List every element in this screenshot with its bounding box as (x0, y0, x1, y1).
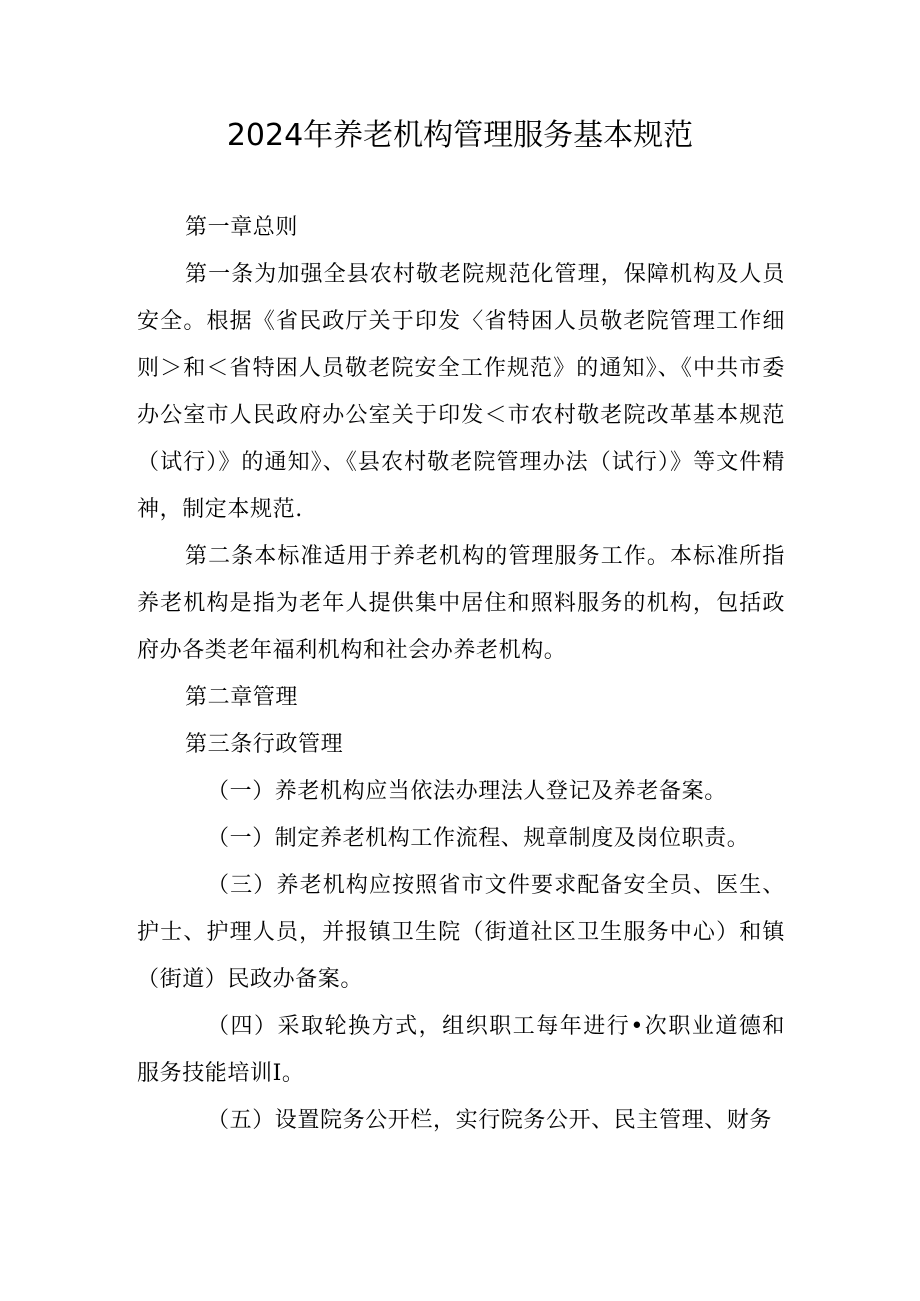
article-1: 第一条为加强全县农村敬老院规范化管理，保障机构及人员安全。根据《省民政厅关于印发〈省特困人员敬老院管理工作细则＞和＜省特困人员敬老院安全工作规范》的通知》、《中共市委办公室市人民政府办公室关于印发＜市农村敬老院改革基本规范（试行）》的通知》、《县农村敬老院管理办法（试行）》等文件精神，制定本规范. (137, 262, 785, 522)
clause-item: （一）制定养老机构工作流程、规章制度及岗位职责。 (207, 826, 750, 851)
document-title: 2024年养老机构管理服务基本规范 (226, 118, 694, 153)
clause-item: （四）采取轮换方式，组织职工每年进行•次职业道德和服务技能培训I。 (137, 1014, 785, 1086)
clause-item: （一）养老机构应当依法办理法人登记及养老备案。 (207, 779, 727, 804)
chapter-heading-1: 第一章总则 (185, 215, 299, 240)
article-3-heading: 第三条行政管理 (185, 732, 344, 757)
chapter-heading-2: 第二章管理 (185, 685, 299, 710)
clause-item: （三）养老机构应按照省市文件要求配备安全员、医生、护士、护理人员，并报镇卫生院（街道社区卫生服务中心）和镇（街道）民政办备案。 (137, 873, 785, 992)
document-body (137, 204, 785, 1144)
article-2: 第二条本标准适用于养老机构的管理服务工作。本标准所指养老机构是指为老年人提供集中居住和照料服务的机构，包括政府办各类老年福利机构和社会办养老机构。 (137, 544, 785, 663)
clause-item: （五）设置院务公开栏，实行院务公开、民主管理、财务 (207, 1108, 773, 1133)
